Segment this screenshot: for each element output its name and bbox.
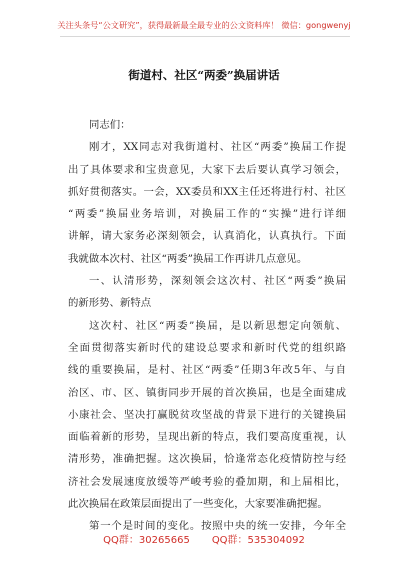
header-divider [60, 36, 350, 37]
section-heading-line: 的新形势、新特点 [68, 297, 152, 310]
paragraph-line: “两委”换届业务培训，对换届工作的“实操”进行详细 [68, 208, 346, 221]
footer-qq-group-2: QQ群：535304092 [211, 535, 305, 546]
paragraph-line: 抓好贯彻落实。一会，XX委员和XX主任还将进行村、社区 [68, 185, 346, 198]
paragraph-line: 治区、市、区、镇街同步开展的首次换届，也是全面建成 [68, 386, 346, 399]
paragraph-line: 清形势，准确把握。这次换届，恰逢常态化疫情防控与经 [68, 453, 346, 466]
paragraph-line: 我就做本次村、社区“两委”换届工作再讲几点意见。 [68, 252, 308, 265]
paragraph-line: 小康社会、坚决打赢脱贫攻坚战的背景下进行的关键换届 [68, 408, 346, 421]
paragraph-line: 刚才，XX同志对我街道村、社区“两委”换届工作提 [89, 141, 346, 154]
salutation-line: 同志们： [89, 119, 131, 131]
footer-qq-group-1: QQ群：30265665 [103, 535, 190, 546]
document-body [68, 114, 346, 538]
paragraph-line: 第一个是时间的变化。按照中央的统一安排，今年全 [89, 520, 346, 533]
paragraph-line: 面临着新的形势，呈现出新的特点，我们要高度重视，认 [68, 431, 346, 444]
paragraph-line: 此次换届在政策层面提出了一些变化，大家要准确把握。 [68, 498, 328, 511]
section-heading-line: 一、认清形势，深刻领会这次村、社区“两委”换届 [89, 275, 346, 288]
paragraph-line: 出了具体要求和宝贵意见，大家下去后要认真学习领会， [68, 163, 346, 176]
paragraph-line: 这次村、社区“两委”换届，是以新思想定向领航、 [89, 319, 346, 332]
paragraph-line: 全面贯彻落实新时代的建设总要求和新时代党的组织路 [68, 341, 346, 354]
document-title: 街道村、社区“两委”换届讲话 [128, 68, 280, 82]
paragraph-line: 讲解，请大家务必深刻领会，认真消化，认真执行。下面 [68, 230, 346, 243]
paragraph-line: 济社会发展速度放缓等严峻考验的叠加期，和上届相比， [68, 475, 346, 488]
header-banner: 关注头条号“公文研究”，获得最新最全最专业的公文资料库！ 微信：gongwenyj [57, 20, 351, 30]
footer-contact [0, 531, 408, 546]
paragraph-line: 线的重要换届，是村、社区“两委”任期3年改5年、与自 [68, 364, 346, 377]
